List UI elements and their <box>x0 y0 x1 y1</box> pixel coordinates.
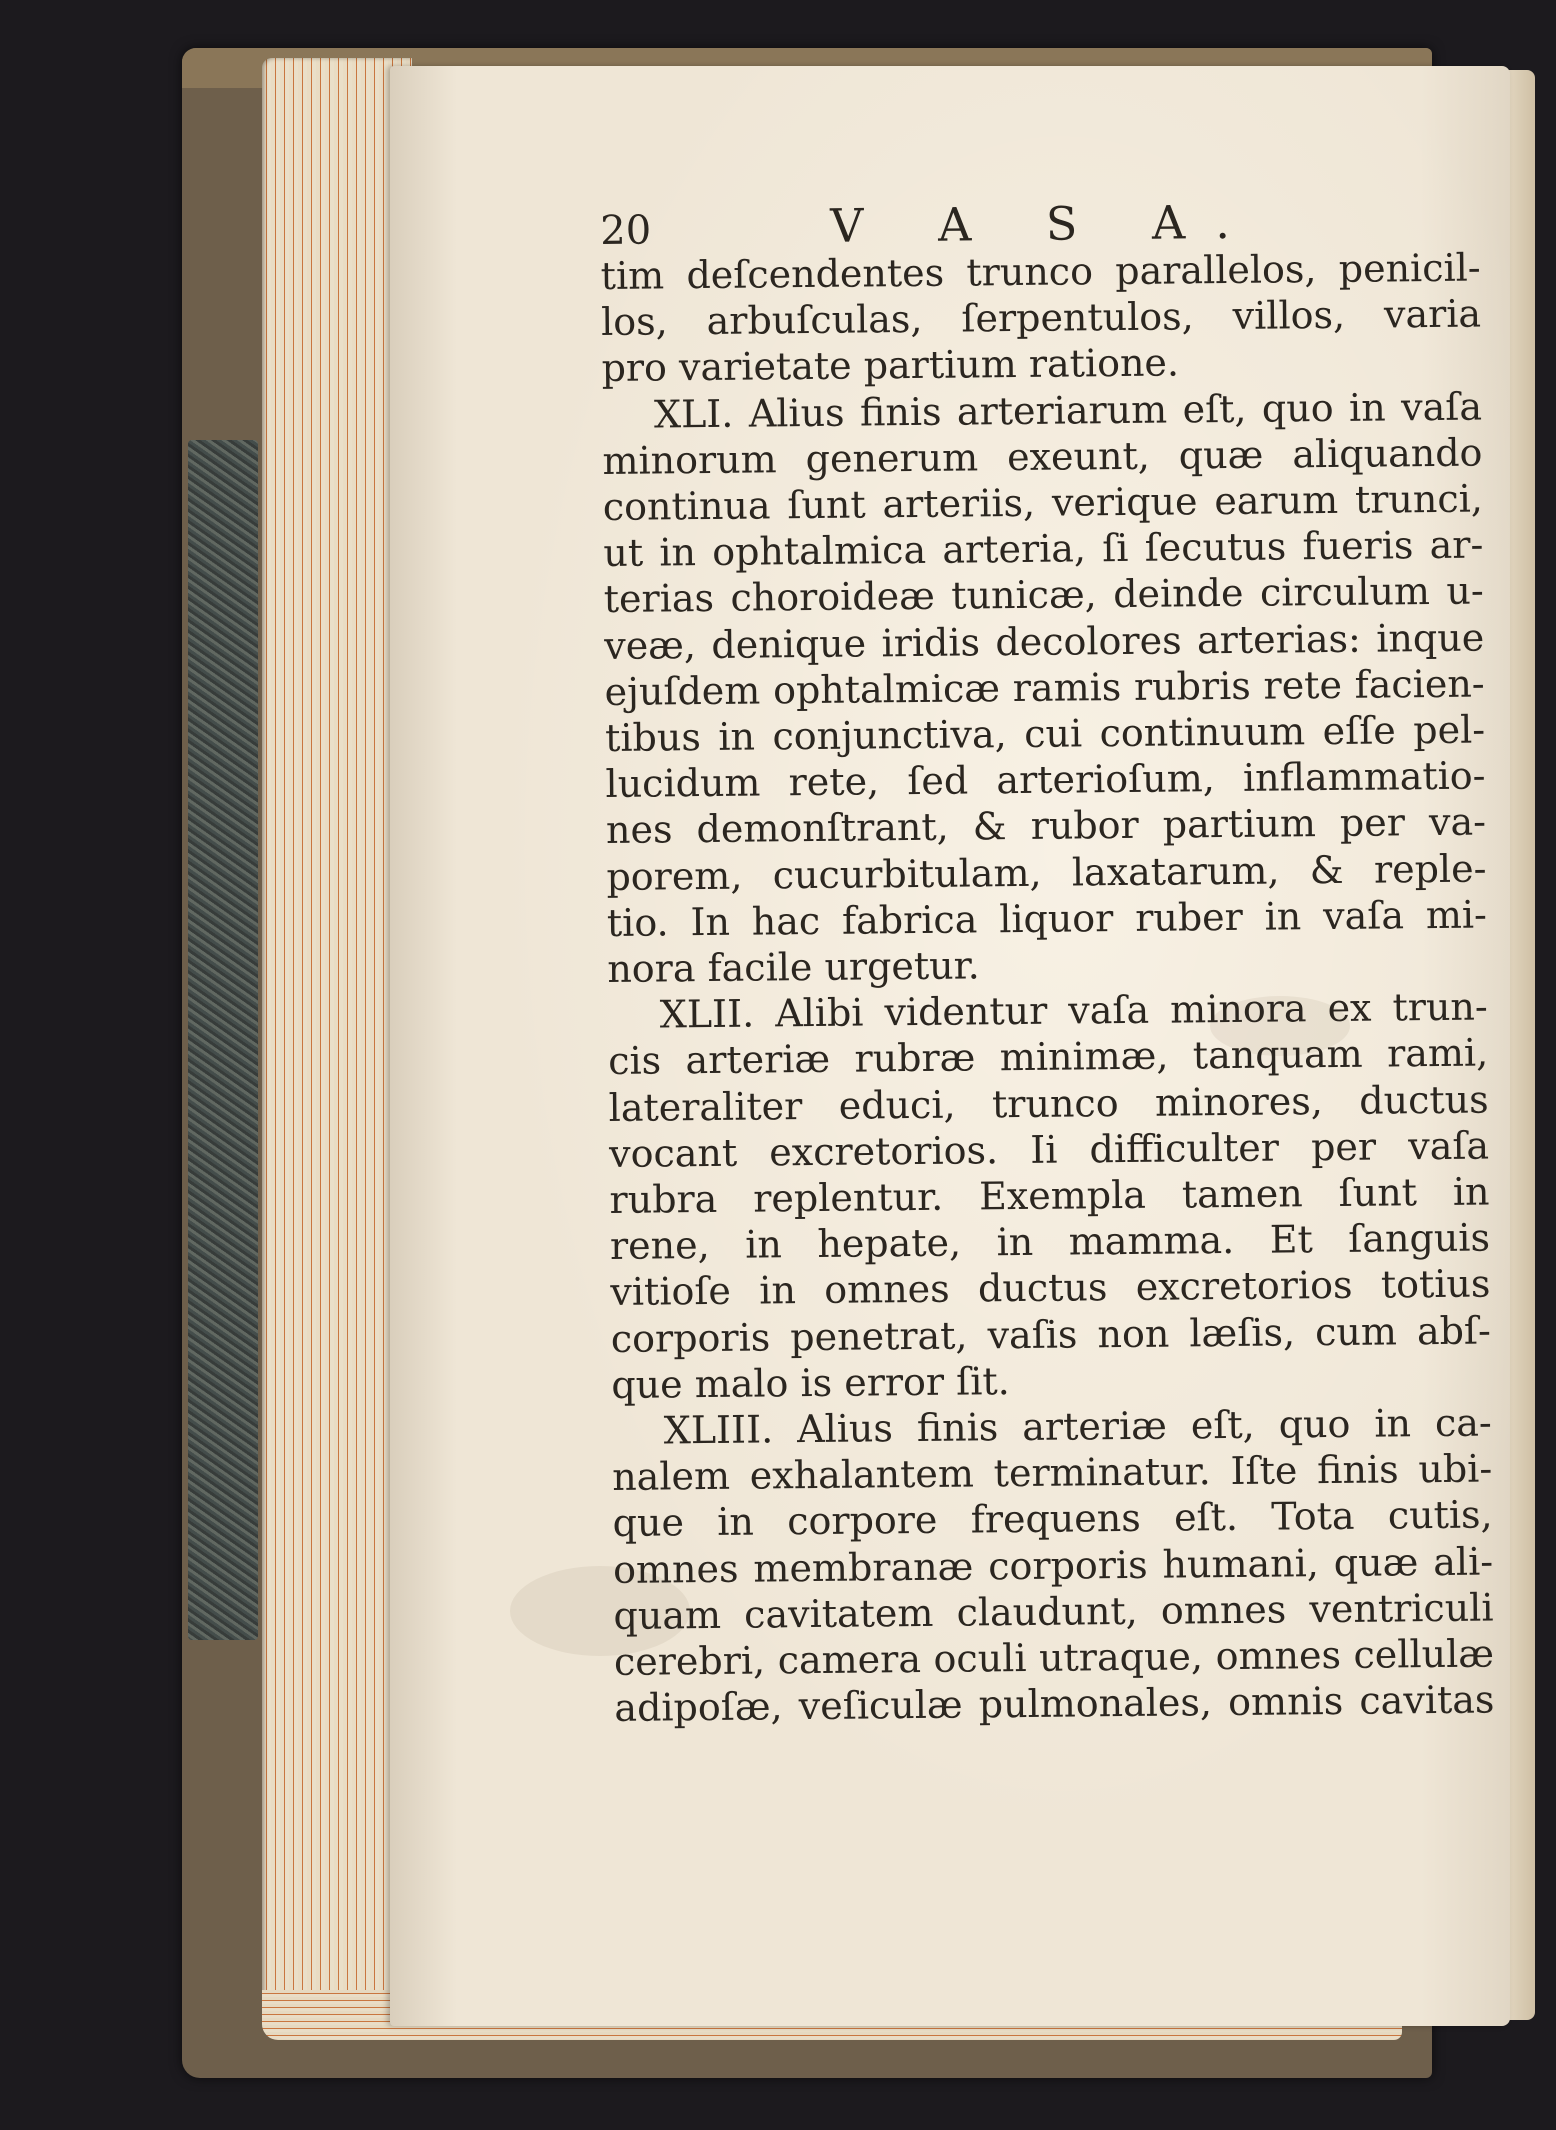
text-line: quam cavitatem claudunt, omnes ventriculi <box>613 1585 1494 1638</box>
text-line: tio. In hac fabrica liquor ruber in vaſa mi- <box>606 892 1488 945</box>
text-line: ejuſdem ophtalmicæ ramis rubris rete facien- <box>604 661 1485 714</box>
text-line: nora facile urgetur. <box>607 943 980 992</box>
text-line: terias choroideæ tunicæ, deinde circulum u- <box>603 568 1484 622</box>
text-line: pro varietate partium ratione. <box>601 340 1180 391</box>
text-line: XLIII. Alius finis arteriæ eſt, quo in ca- <box>663 1400 1492 1453</box>
text-line: adipoſæ, veſiculæ pulmonales, omnis cavitas <box>614 1677 1495 1731</box>
text-line: corporis penetrat, vaſis non læſis, cum abſ- <box>610 1308 1492 1361</box>
text-line: veæ, denique iridis decolores arterias: inque <box>604 615 1485 668</box>
text-line: tim deſcendentes trunco parallelos, penicil- <box>600 245 1481 298</box>
text-line: rene, in hepate, in mamma. Et ſanguis <box>609 1215 1491 1269</box>
text-line: minorum generum exeunt, quæ aliquando <box>602 430 1483 483</box>
text-line: lucidum rete, ſed arterioſum, inflammatio- <box>605 753 1486 807</box>
running-head-title: V A S A. <box>829 194 1261 253</box>
text-line: XLI. Alius finis arteriarum eſt, quo in vaſa <box>653 384 1483 437</box>
text-line: porem, cucurbitulam, laxatarum, & reple- <box>606 846 1487 899</box>
text-line: tibus in conjunctiva, cui continuum eſſe pel- <box>604 707 1486 761</box>
text-line: nes demonſtrant, & rubor partium per va- <box>605 799 1487 853</box>
text-line: vocant excretorios. Ii difficulter per vaſa <box>608 1123 1490 1176</box>
text-line: los, arbuſculas, ſerpentulos, villos, varia <box>600 291 1482 345</box>
body-text <box>600 245 1494 1732</box>
text-line: rubra replentur. Exempla tamen ſunt in <box>609 1169 1490 1223</box>
text-line: cis arteriæ rubræ minimæ, tanquam rami, <box>608 1030 1489 1084</box>
page-number: 20 <box>600 207 652 254</box>
text-line: cerebri, camera oculi utraque, omnes cellulæ <box>613 1631 1495 1685</box>
page-text-block <box>600 194 1495 1732</box>
text-line: nalem exhalantem terminatur. Iſte finis ubi- <box>612 1446 1493 1500</box>
text-line: XLII. Alibi videntur vaſa minora ex trun- <box>659 984 1488 1037</box>
text-line: ut in ophtalmica arteria, ſi ſecutus fueris ar- <box>603 522 1484 576</box>
marbled-spine <box>188 440 258 1640</box>
text-line: lateraliter educi, trunco minores, ductus <box>608 1077 1489 1130</box>
text-line: vitioſe in omnes ductus excretorios totius <box>610 1261 1491 1315</box>
text-line: omnes membranæ corporis humani, quæ ali- <box>612 1539 1494 1592</box>
text-line: que in corpore frequens eſt. Tota cutis, <box>612 1492 1493 1546</box>
text-line: continua ſunt arteriis, verique earum trunci, <box>602 476 1484 530</box>
text-line: que malo is error ſit. <box>611 1358 1010 1407</box>
